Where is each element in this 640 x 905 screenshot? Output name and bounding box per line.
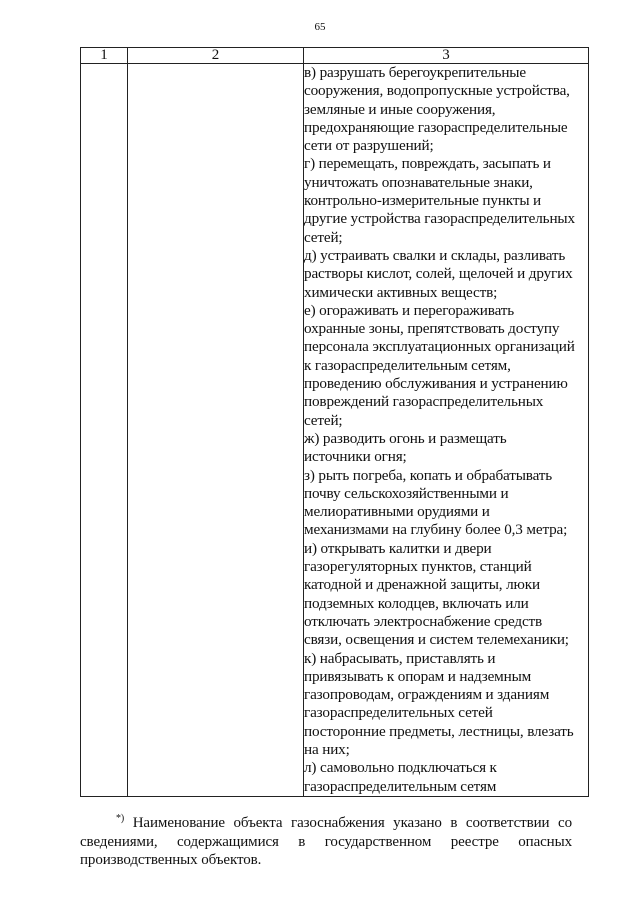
list-item-line: газопроводам, ограждениям и зданиям — [304, 686, 550, 704]
table-cell-col1 — [81, 64, 128, 797]
list-item — [304, 467, 588, 540]
list-item-line: связи, освещения и систем телемеханики; — [304, 631, 569, 649]
list-item-line: з) рыть погреба, копать и обрабатывать — [304, 466, 553, 484]
list-item-line: другие устройства газораспределительных — [304, 210, 575, 228]
column-header-3: 3 — [304, 48, 589, 64]
list-item-line: отключать электроснабжение средств — [304, 612, 543, 630]
list-item-line: химически активных веществ; — [304, 283, 498, 301]
list-item-line: источники огня; — [304, 448, 407, 466]
list-item-line: привязывать к опорам и надземным — [304, 667, 532, 685]
list-item — [304, 247, 588, 302]
list-item-line: сетей; — [304, 411, 343, 429]
footnote-line — [80, 814, 572, 833]
list-item — [304, 430, 588, 467]
list-item-line: д) устраивать свалки и склады, разливать — [304, 246, 566, 264]
list-item-line: посторонние предметы, лестницы, влезать — [304, 722, 574, 740]
list-item-line: проведению обслуживания и устранению — [304, 375, 568, 393]
list-item-line: земляные и иные сооружения, — [304, 100, 496, 118]
column-header-1: 1 — [81, 48, 128, 64]
list-item-line: газорегуляторных пунктов, станций — [304, 558, 532, 576]
list-item-line: охранные зоны, препятствовать доступу — [304, 320, 560, 338]
list-item — [304, 540, 588, 650]
list-item-line: сети от разрушений; — [304, 137, 434, 155]
list-item-line: ж) разводить огонь и размещать — [304, 429, 507, 447]
list-item-line: и) открывать калитки и двери — [304, 539, 492, 557]
list-item-line: на них; — [304, 740, 350, 758]
table-header-row — [81, 48, 589, 64]
list-item-line: почву сельскохозяйственными и — [304, 484, 509, 502]
list-item-line: растворы кислот, солей, щелочей и других — [304, 265, 573, 283]
list-item — [304, 759, 588, 796]
list-item-line: сетей; — [304, 228, 343, 246]
list-item-line: к) набрасывать, приставлять и — [304, 649, 496, 667]
footnote-text: Наименование объекта газоснабжения указано в соответствии со — [132, 815, 572, 831]
document-table — [80, 47, 589, 797]
table-cell-col2 — [128, 64, 304, 797]
column-header-2: 2 — [128, 48, 304, 64]
list-item-line: механизмами на глубину более 0,3 метра; — [304, 521, 568, 539]
list-item-line: контрольно-измерительные пункты и — [304, 192, 542, 210]
list-item-line: в) разрушать берегоукрепительные — [304, 64, 526, 81]
list-item-line: е) огораживать и перегораживать — [304, 301, 515, 319]
list-item-line: персонала эксплуатационных организаций — [304, 338, 575, 356]
list-item — [304, 302, 588, 430]
list-item — [304, 155, 588, 246]
list-item-line: уничтожать опознавательные знаки, — [304, 173, 533, 191]
list-item-line: предохраняющие газораспределительные — [304, 118, 568, 136]
list-item-line: газораспределительных сетей — [304, 704, 493, 722]
list-item-line: мелиоративными орудиями и — [304, 503, 490, 521]
list-item-line: подземных колодцев, включать или — [304, 594, 529, 612]
list-item-line: л) самовольно подключаться к — [304, 759, 497, 777]
list-item — [304, 64, 588, 155]
list-item-line: повреждений газораспределительных — [304, 393, 544, 411]
list-item-line: г) перемещать, повреждать, засыпать и — [304, 155, 551, 173]
footnote-line: производственных объектов. — [80, 852, 262, 868]
list-item — [304, 650, 588, 760]
list-item-line: сооружения, водопропускные устройства, — [304, 82, 570, 100]
list-item-line: газораспределительным сетям — [304, 777, 497, 795]
table-row — [81, 64, 589, 797]
footnote-marker: *) — [116, 813, 125, 824]
footnote — [80, 814, 572, 870]
prohibitions-list — [304, 64, 588, 796]
list-item-line: к газораспределительным сетям, — [304, 356, 511, 374]
table-cell-col3 — [304, 64, 589, 797]
page-number: 65 — [314, 21, 326, 33]
footnote-line: сведениями, содержащимися в государственном реестре опасных — [80, 833, 572, 850]
list-item-line: катодной и дренажной защиты, люки — [304, 576, 540, 594]
